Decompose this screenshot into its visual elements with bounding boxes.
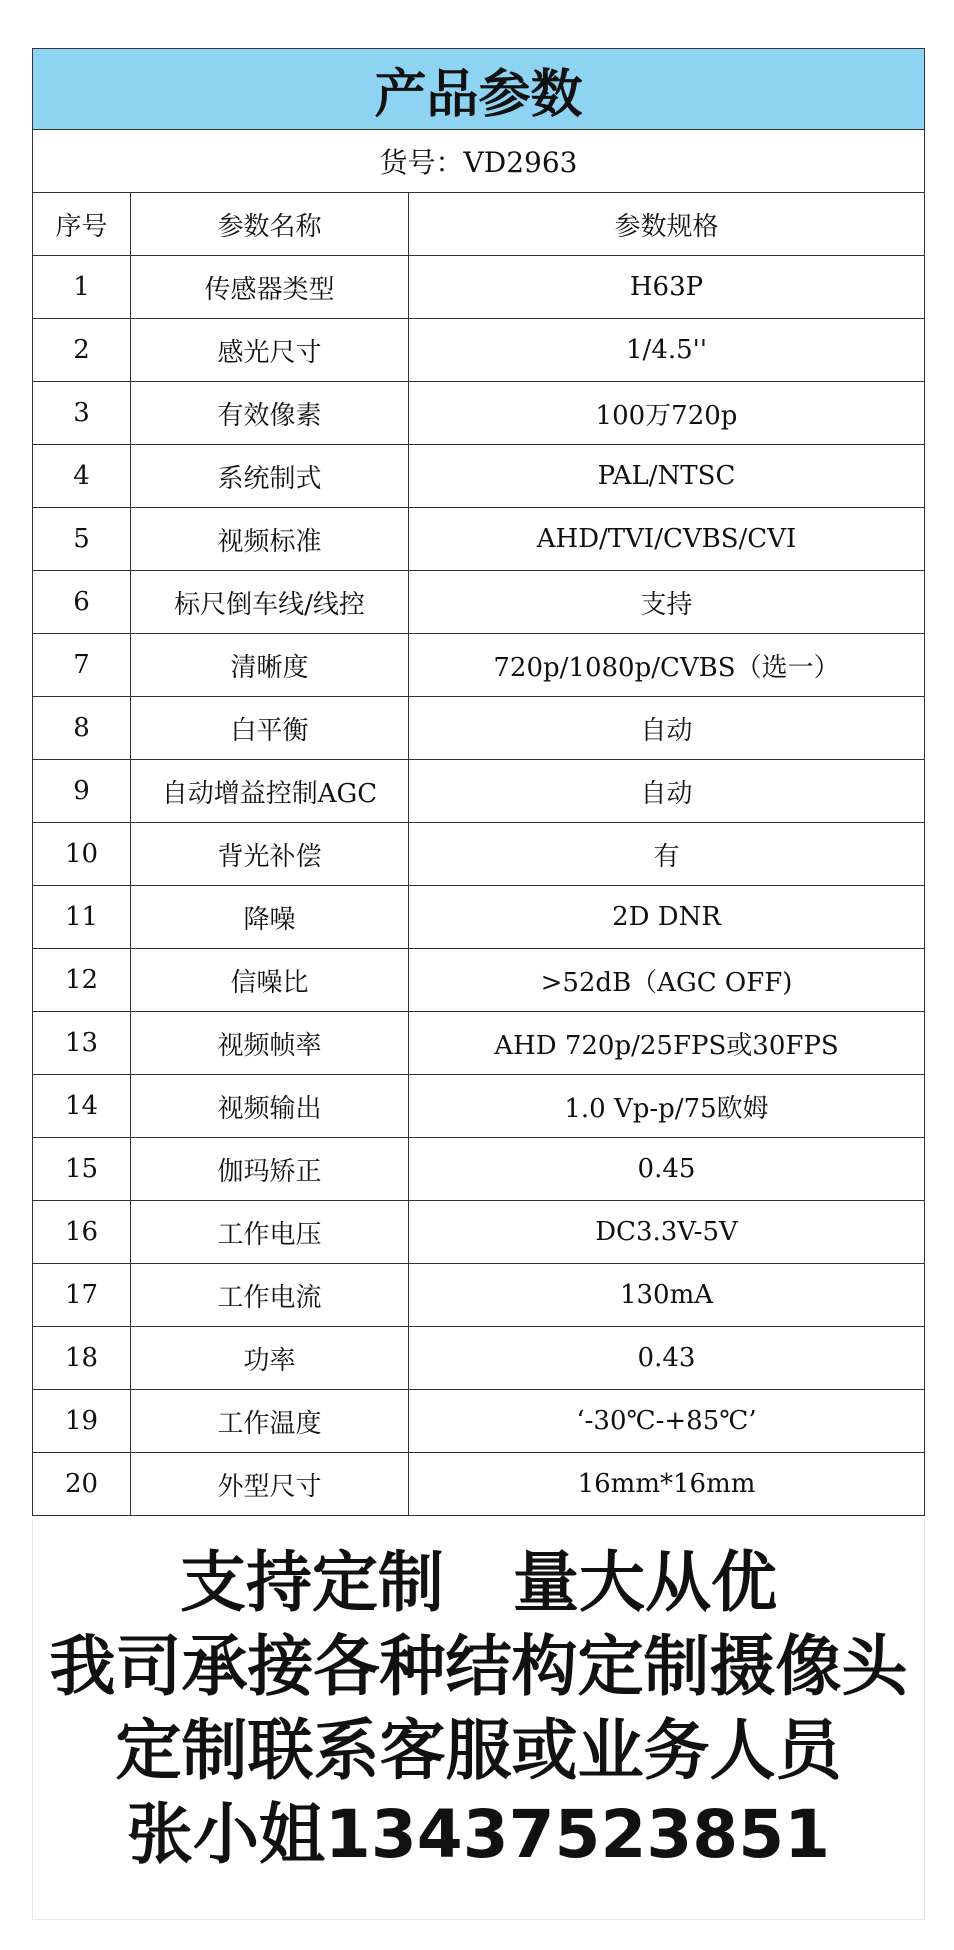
row-index: 9 — [33, 760, 131, 823]
table-row — [33, 1075, 924, 1138]
row-index: 1 — [33, 256, 131, 319]
row-param-name: 标尺倒车线/线控 — [131, 571, 409, 634]
row-param-name: 降噪 — [131, 886, 409, 949]
header-param-name: 参数名称 — [131, 193, 409, 256]
table-row — [33, 382, 924, 445]
row-index: 2 — [33, 319, 131, 382]
table-row — [33, 256, 924, 319]
product-spec-sheet — [32, 48, 925, 1516]
table-row — [33, 445, 924, 508]
row-param-name: 背光补偿 — [131, 823, 409, 886]
footer-custom-line: 支持定制 量大从优 — [180, 1544, 777, 1621]
table-row — [33, 1390, 924, 1453]
row-index: 7 — [33, 634, 131, 697]
row-param-name: 视频标准 — [131, 508, 409, 571]
row-index: 20 — [33, 1453, 131, 1516]
row-index: 18 — [33, 1327, 131, 1390]
row-index: 8 — [33, 697, 131, 760]
row-param-spec: 16mm*16mm — [409, 1453, 925, 1516]
table-row — [33, 1327, 924, 1390]
table-header-row — [33, 193, 924, 256]
row-index: 6 — [33, 571, 131, 634]
row-param-name: 感光尺寸 — [131, 319, 409, 382]
row-index: 3 — [33, 382, 131, 445]
table-row — [33, 697, 924, 760]
table-row — [33, 319, 924, 382]
row-param-name: 工作电流 — [131, 1264, 409, 1327]
table-row — [33, 886, 924, 949]
row-param-spec: 1.0 Vp-p/75欧姆 — [409, 1075, 925, 1138]
row-param-spec: 自动 — [409, 697, 925, 760]
table-row — [33, 508, 924, 571]
row-param-spec: 0.43 — [409, 1327, 925, 1390]
row-param-spec: 0.45 — [409, 1138, 925, 1201]
row-param-spec: 1/4.5'' — [409, 319, 925, 382]
table-row — [33, 1264, 924, 1327]
footer-phone-line: 张小姐13437523851 — [126, 1796, 831, 1873]
row-param-name: 清晰度 — [131, 634, 409, 697]
row-index: 4 — [33, 445, 131, 508]
row-index: 16 — [33, 1201, 131, 1264]
row-param-spec: ‘-30℃-+85℃’ — [409, 1390, 925, 1453]
row-param-spec: PAL/NTSC — [409, 445, 925, 508]
row-param-spec: 有 — [409, 823, 925, 886]
footer-contact-line: 定制联系客服或业务人员 — [115, 1712, 842, 1789]
table-row — [33, 949, 924, 1012]
row-index: 15 — [33, 1138, 131, 1201]
header-param-spec: 参数规格 — [614, 211, 719, 242]
row-index: 11 — [33, 886, 131, 949]
row-param-spec: DC3.3V-5V — [409, 1201, 925, 1264]
row-param-spec: 100万720p — [409, 382, 925, 445]
model-number: 货号：VD2963 — [33, 130, 924, 193]
page-title: 产品参数 — [33, 49, 924, 130]
row-index: 13 — [33, 1012, 131, 1075]
row-param-name: 伽玛矫正 — [131, 1138, 409, 1201]
row-param-name: 功率 — [131, 1327, 409, 1390]
row-param-name: 有效像素 — [131, 382, 409, 445]
table-row — [33, 1201, 924, 1264]
row-param-spec: 2D DNR — [409, 886, 925, 949]
table-row — [33, 634, 924, 697]
contact-footer — [32, 1519, 925, 1920]
row-index: 10 — [33, 823, 131, 886]
row-param-name: 白平衡 — [131, 697, 409, 760]
row-param-name: 工作电压 — [131, 1201, 409, 1264]
table-row — [33, 571, 924, 634]
table-row — [33, 1138, 924, 1201]
row-index: 12 — [33, 949, 131, 1012]
row-index: 19 — [33, 1390, 131, 1453]
row-param-spec: AHD/TVI/CVBS/CVI — [409, 508, 925, 571]
row-param-name: 视频帧率 — [131, 1012, 409, 1075]
row-param-spec: H63P — [409, 256, 925, 319]
row-param-spec: 自动 — [409, 760, 925, 823]
row-index: 17 — [33, 1264, 131, 1327]
row-param-name: 外型尺寸 — [131, 1453, 409, 1516]
row-param-spec: 支持 — [409, 571, 925, 634]
row-param-name: 自动增益控制AGC — [131, 760, 409, 823]
table-row — [33, 1012, 924, 1075]
row-param-name: 系统制式 — [131, 445, 409, 508]
row-param-spec: >52dB（AGC OFF) — [409, 949, 925, 1012]
row-param-spec: 130mA — [409, 1264, 925, 1327]
header-index: 序号 — [33, 193, 131, 256]
table-row — [33, 823, 924, 886]
row-param-name: 传感器类型 — [131, 256, 409, 319]
row-index: 14 — [33, 1075, 131, 1138]
row-param-name: 视频输出 — [131, 1075, 409, 1138]
row-param-name: 工作温度 — [131, 1390, 409, 1453]
table-row — [33, 1453, 924, 1516]
row-param-spec: 720p/1080p/CVBS（选一） — [409, 634, 925, 697]
footer-service-line: 我司承接各种结构定制摄像头 — [49, 1628, 908, 1705]
row-param-name: 信噪比 — [131, 949, 409, 1012]
row-index: 5 — [33, 508, 131, 571]
spec-table — [33, 193, 924, 1515]
table-row — [33, 760, 924, 823]
row-param-spec: AHD 720p/25FPS或30FPS — [409, 1012, 925, 1075]
